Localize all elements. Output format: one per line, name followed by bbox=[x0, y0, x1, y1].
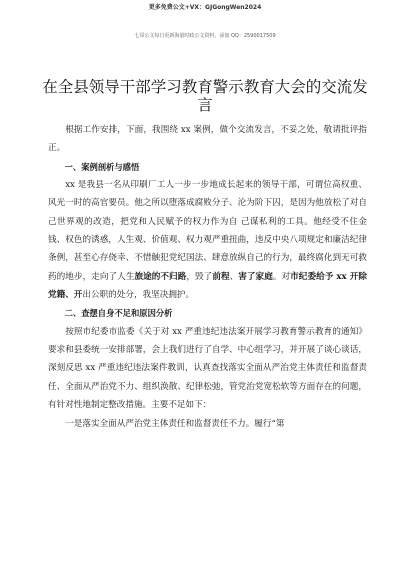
source-note: 七哥公文每日更新海量时政公文资料，添加 QQ：2590017509 bbox=[134, 33, 276, 39]
case-text-3: 、 bbox=[229, 271, 239, 282]
case-emphasis-3: 害了家庭 bbox=[238, 271, 273, 282]
case-paragraph bbox=[48, 176, 367, 304]
promo-banner: 更多免费公文+VX：GJGongWen2024 bbox=[148, 4, 262, 11]
case-text: xx 是我县一名从印刷厂工人一步一步地成长起来的领导干部，可谓位高权重、风光一时的高官要员。他之所以堕落成腐败分子、沦为阶下囚，是因为他放松了对自己世界观的改造，把党和人民赋予的权力作为自 己谋私利的工具。他经受不住金钱、权色的诱惑，人生观、价值观、权力观严重扭曲，违反中央八项规定和廉洁纪律条例，甚至心存侥幸、不惜触犯党纪国法、肆意放纵自己的行为，最终腐化到无可救药的地步，走向了人生 bbox=[48, 180, 367, 282]
intro-paragraph: 根据工作安排，下面，我围绕 xx 案例，做个交流发言，不妥之处，敬请批评指正。 bbox=[48, 125, 367, 154]
point-one-paragraph: 一是落实全面从严治党主体责任和监督责任不力。履行“第 bbox=[65, 418, 285, 429]
case-text-2: ，毁了 bbox=[186, 271, 213, 282]
section-heading-1: 一、案例剖析与感悟 bbox=[64, 161, 140, 172]
case-text-4: 。对 bbox=[272, 271, 291, 282]
document-title: 在全县领导干部学习教育警示教育大会的交流发言 bbox=[42, 78, 368, 114]
review-paragraph: 按照市纪委市监委《关于对 xx 严重违纪违法案开展学习教育警示教育的通知》要求和县委统一安排部署，会上我们进行了自学、中心组学习，并开展了谈心谈话，深刻反思 xx 严重违纪违法案件教训，认真查找落实全面从严治党主体责任和监督责任、全面从严治党不力、组织涣散、纪律松弛，管党治党宽松软等方面存在的问题，有针对性地制定整改措施。主要不足如下： bbox=[48, 326, 367, 411]
case-emphasis-4: 市纪委给予 xx 开除党籍、开 bbox=[48, 271, 367, 301]
case-emphasis-2: 前程 bbox=[212, 271, 230, 282]
document-body bbox=[48, 121, 367, 433]
case-text-5: 出公职的处分，我坚决拥护。 bbox=[82, 290, 195, 301]
case-emphasis-1: 旅途的不归路 bbox=[134, 271, 187, 282]
section-heading-2: 二、查摆自身不足和原因分析 bbox=[64, 308, 173, 319]
